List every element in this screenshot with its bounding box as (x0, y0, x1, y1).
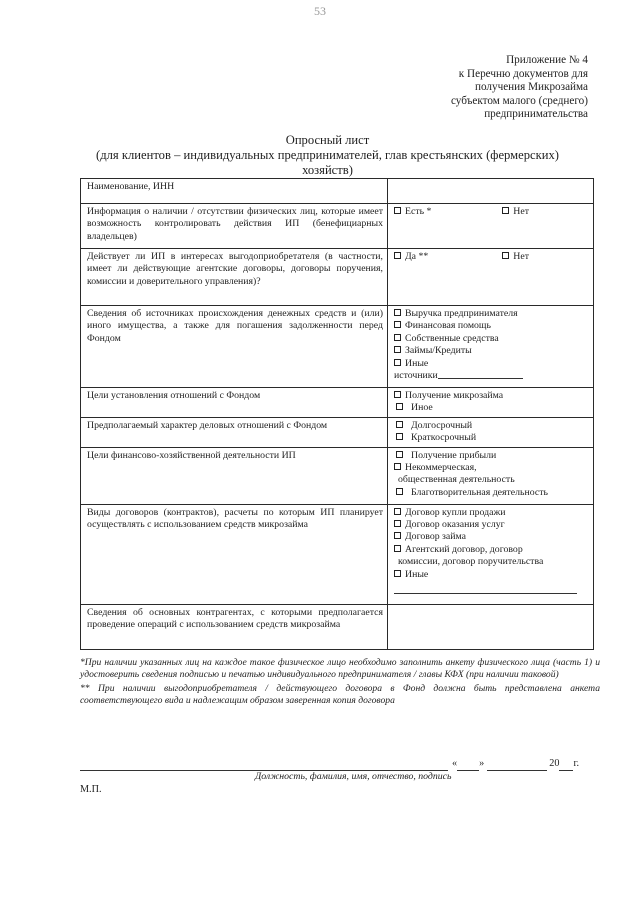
checkbox[interactable] (502, 207, 509, 214)
fill-in-blank[interactable] (394, 581, 577, 594)
option-item[interactable] (394, 519, 589, 531)
stamp-place: М.П. (80, 784, 102, 795)
option-item[interactable] (394, 345, 589, 357)
quote-close: » (479, 758, 485, 769)
question-cell (81, 204, 388, 249)
option-label: Получение микрозайма (405, 390, 504, 401)
other-sources-line (394, 370, 589, 382)
checkbox[interactable] (396, 451, 403, 458)
checkbox[interactable] (394, 520, 401, 527)
checkbox[interactable] (394, 346, 401, 353)
option-label: Договор займа (405, 531, 467, 543)
appendix-line: получения Микрозайма (474, 81, 588, 94)
option-label: Да ** (405, 251, 429, 262)
option-item[interactable] (394, 358, 589, 370)
option-no[interactable] (502, 206, 529, 218)
appendix-line: Приложение № 4 (506, 54, 588, 66)
answer-cell (388, 504, 594, 604)
answer-cell (388, 388, 594, 418)
option-item[interactable] (394, 432, 589, 444)
option-item[interactable] (394, 462, 589, 474)
date-field (452, 758, 579, 771)
question-label: Сведения об основных контрагентах, с которыми предполагается проведение операций с использованием средств микрозайма (87, 606, 383, 631)
option-item[interactable] (394, 420, 589, 432)
table-row (81, 504, 594, 604)
checkbox[interactable] (394, 391, 401, 398)
question-cell (81, 417, 388, 447)
table-row (81, 204, 594, 249)
table-row (81, 604, 594, 649)
option-item[interactable] (394, 333, 589, 345)
option-label-continued: общественная деятельность (398, 474, 515, 486)
question-label: Действует ли ИП в интересах выгодоприобретателя (в частности, имеет ли действующие агентские договоры, договоры поручения, комиссии и доверительного управления)? (87, 251, 383, 287)
option-label: Договор оказания услуг (405, 519, 505, 531)
option-item[interactable] (394, 487, 589, 499)
appendix-line: к Перечню документов для (458, 67, 588, 80)
option-label: Иные (405, 568, 429, 580)
option-item[interactable] (394, 450, 589, 462)
year-blank[interactable] (559, 759, 573, 771)
fill-in-blank[interactable] (438, 378, 523, 379)
option-label: Агентский договор, договор (405, 543, 523, 555)
question-label: Цели финансово-хозяйственной деятельности ИП (87, 449, 296, 461)
checkbox[interactable] (394, 252, 401, 259)
checkbox[interactable] (396, 433, 403, 440)
option-label: Нет (513, 206, 529, 217)
checkbox[interactable] (396, 403, 403, 410)
signature-caption: Должность, фамилия, имя, отчество, подпись (255, 771, 452, 782)
option-no[interactable] (502, 251, 529, 263)
option-label-continued: комиссии, договор поручительства (398, 556, 544, 568)
answer-cell (388, 249, 594, 306)
checkbox[interactable] (394, 309, 401, 316)
question-label: Информация о наличии / отсутствии физических лиц, которые имеет возможность контролировать действия ИП (бенефициарных владельцев) (87, 206, 383, 242)
option-item[interactable] (394, 402, 589, 414)
option-label: Некоммерческая, (405, 462, 477, 474)
option-item[interactable] (394, 320, 589, 332)
question-label: Сведения об источниках происхождения денежных средств и (или) иного имущества, а также для погашения задолженности перед Фондом (87, 308, 383, 344)
question-label: Предполагаемый характер деловых отношений с Фондом (87, 419, 328, 431)
answer-cell (388, 447, 594, 504)
question-cell (81, 388, 388, 418)
table-row (81, 179, 594, 204)
appendix-line: предпринимательства (484, 108, 588, 121)
question-cell (81, 179, 388, 204)
option-item[interactable] (394, 531, 589, 543)
option-yes[interactable] (394, 206, 431, 218)
option-yes[interactable] (394, 251, 428, 263)
title-line: (для клиентов – индивидуальных предпринимателей, глав крестьянских (фермерских) (96, 148, 559, 162)
option-item[interactable] (394, 569, 589, 581)
answer-cell (388, 417, 594, 447)
option-label: Договор купли продажи (405, 506, 506, 518)
question-cell (81, 447, 388, 504)
option-item[interactable] (394, 544, 589, 556)
checkbox[interactable] (394, 508, 401, 515)
appendix-line: субъектом малого (среднего) (450, 94, 588, 107)
checkbox[interactable] (502, 252, 509, 259)
checkbox[interactable] (394, 321, 401, 328)
answer-cell[interactable] (388, 604, 594, 649)
title-line: Опросный лист (285, 133, 370, 147)
page-number: 53 (314, 4, 326, 18)
checkbox[interactable] (396, 421, 403, 428)
option-label: Займы/Кредиты (405, 345, 472, 357)
option-label: Выручка предпринимателя (405, 308, 518, 319)
checkbox[interactable] (394, 463, 401, 470)
question-label: Виды договоров (контрактов), расчеты по которым ИП планирует осуществлять с использованием средств микрозайма (87, 506, 383, 531)
table-row (81, 417, 594, 447)
question-label: Цели установления отношений с Фондом (87, 390, 261, 401)
checkbox[interactable] (394, 359, 401, 366)
question-cell (81, 306, 388, 388)
question-cell (81, 249, 388, 306)
option-label: Долгосрочный (411, 419, 473, 431)
checkbox[interactable] (394, 334, 401, 341)
question-cell (81, 504, 388, 604)
other-sources-label: источники (394, 370, 438, 382)
table-row (81, 388, 594, 418)
answer-cell[interactable] (388, 179, 594, 204)
option-label: Иные (405, 357, 429, 369)
option-label: Есть * (405, 206, 432, 217)
year-suffix: г. (573, 758, 580, 769)
questionnaire-table (80, 178, 594, 650)
question-label: Наименование, ИНН (87, 181, 175, 192)
checkbox[interactable] (394, 207, 401, 214)
checkbox[interactable] (394, 570, 401, 577)
answer-cell (388, 204, 594, 249)
option-item[interactable] (394, 390, 589, 402)
table-row (81, 447, 594, 504)
year-prefix: 20 (549, 758, 560, 769)
document-title (60, 133, 595, 178)
option-item[interactable] (394, 507, 589, 519)
option-label: Благотворительная деятельность (411, 486, 548, 498)
option-label: Иное (411, 402, 433, 414)
checkbox[interactable] (396, 488, 403, 495)
table-row (81, 306, 594, 388)
option-label: Краткосрочный (411, 432, 477, 444)
option-label: Финансовая помощь (405, 320, 491, 332)
option-label: Нет (513, 251, 529, 262)
question-cell (81, 604, 388, 649)
option-label: Получение прибыли (411, 449, 497, 461)
footnotes (80, 657, 600, 708)
table-row (81, 249, 594, 306)
title-line: хозяйств) (302, 163, 353, 177)
footnote: ** При наличии выгодоприобретателя / действующего договора в Фонд должна быть представлена анкета соответствующего вида и надлежащим образом заверенная копия договора (80, 682, 600, 706)
appendix-header (358, 54, 588, 122)
option-item[interactable] (394, 308, 589, 320)
checkbox[interactable] (394, 532, 401, 539)
day-blank[interactable] (457, 759, 479, 771)
checkbox[interactable] (394, 545, 401, 552)
answer-cell (388, 306, 594, 388)
option-label: Собственные средства (405, 332, 499, 344)
quote-open: « (452, 758, 458, 769)
month-blank[interactable] (487, 759, 547, 771)
footnote: *При наличии указанных лиц на каждое такое физическое лицо необходимо заполнить анкету физического лица (часть 1) и удостоверить сведения подписью и печатью индивидуального предпринимателя / главы КФХ (при наличии таковой) (80, 657, 600, 681)
